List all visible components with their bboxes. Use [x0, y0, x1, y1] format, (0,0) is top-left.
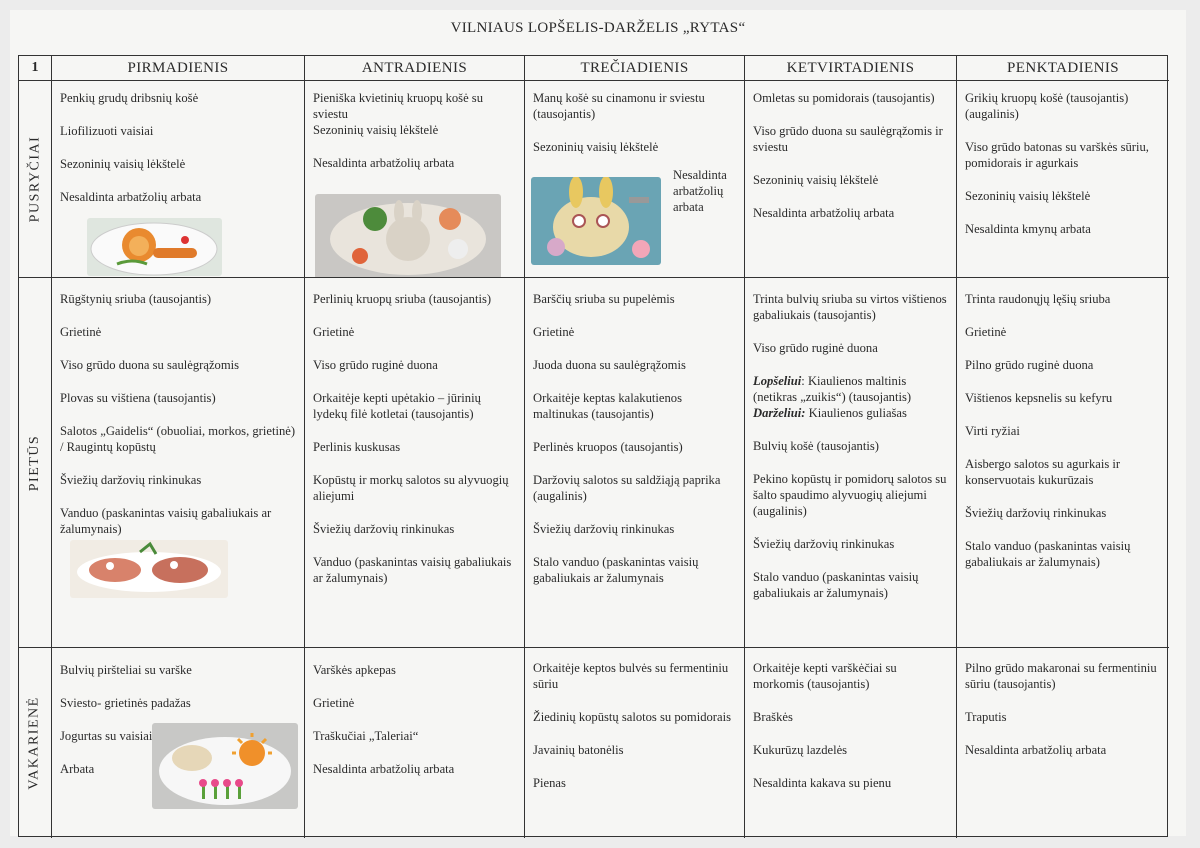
menu-item: Bulvių košė (tausojantis)	[753, 439, 879, 453]
dinner-thursday	[745, 648, 957, 838]
menu-item: Varškės apkepas	[313, 663, 396, 677]
menu-item: Perlinių kruopų sriuba (tausojantis)	[313, 292, 492, 306]
menu-item-kindergarten: Darželiui: Kiaulienos guliašas	[753, 406, 907, 420]
menu-item: Perlinis kuskusas	[313, 440, 401, 454]
bunny-plate-image	[315, 194, 501, 278]
menu-item: Bulvių piršteliai su varške	[60, 663, 192, 677]
menu-item: Sviesto- grietinės padažas	[60, 696, 191, 710]
lion-plate-image	[87, 218, 222, 276]
menu-item: Trinta bulvių sriuba su virtos vištienos gabaliukais (tausojantis)	[753, 292, 947, 322]
menu-item: Nesaldinta arbatžolių arbata	[313, 156, 455, 170]
menu-item: Vištienos kepsnelis su kefyru	[965, 391, 1113, 405]
menu-item: Vanduo (paskanintas vaisių gabaliukais ar žalumynais)	[313, 555, 512, 585]
menu-item: Sezoninių vaisių lėkštelė	[965, 189, 1091, 203]
menu-item: Sezoninių vaisių lėkštelė	[753, 173, 879, 187]
menu-item: Perlinės kruopos (tausojantis)	[533, 440, 683, 454]
menu-item: Pilno grūdo ruginė duona	[965, 358, 1094, 372]
nursery-label: Lopšeliui	[753, 374, 802, 388]
menu-item: Kukurūzų lazdelės	[753, 743, 848, 757]
menu-item: Javainių batonėlis	[533, 743, 624, 757]
menu-item: Stalo vanduo (paskanintas vaisių gabaliukais ar žalumynais)	[965, 539, 1131, 569]
sun-plate-image	[152, 723, 298, 809]
meal-label-dinner: VAKARIENĖ	[19, 648, 52, 838]
menu-item: Stalo vanduo (paskanintas vaisių gabaliukais ar žalumynais)	[753, 570, 919, 600]
menu-item: Šviežių daržovių rinkinukas	[753, 537, 895, 551]
menu-item: Grikių kruopų košė (tausojantis) (augalinis)	[965, 91, 1129, 121]
day-header-friday: PENKTADIENIS	[957, 56, 1169, 81]
menu-item: Pienas	[533, 776, 566, 790]
day-header-monday: PIRMADIENIS	[52, 56, 305, 81]
menu-item: Viso grūdo batonas su varškės sūriu, pomidorais ir agurkais	[965, 140, 1149, 170]
menu-item: Liofilizuoti vaisiai	[60, 124, 154, 138]
menu-item: Daržovių salotos su saldžiąją paprika (augalinis)	[533, 473, 721, 503]
menu-item: Grietinė	[533, 325, 575, 339]
menu-item: Šviežių daržovių rinkinukas	[60, 473, 202, 487]
menu-item: Trinta raudonųjų lęšių sriuba	[965, 292, 1111, 306]
menu-item: Šviežių daržovių rinkinukas	[965, 506, 1107, 520]
menu-item: Traputis	[965, 710, 1007, 724]
menu-item: Sezoninių vaisių lėkštelė	[313, 123, 439, 137]
menu-item: Nesaldinta kakava su pienu	[753, 776, 892, 790]
menu-item: Rūgštynių sriuba (tausojantis)	[60, 292, 212, 306]
menu-item: Orkaitėje kepti varškėčiai su morkomis (tausojantis)	[753, 661, 897, 691]
menu-item: Nesaldinta arbatžolių arbata	[313, 762, 455, 776]
menu-item: Stalo vanduo (paskanintas vaisių gabaliukais ar žalumynais	[533, 555, 699, 585]
menu-item: Juoda duona su saulėgrąžomis	[533, 358, 686, 372]
dinner-tuesday	[305, 648, 525, 838]
menu-item: Žiedinių kopūstų salotos su pomidorais	[533, 710, 731, 724]
menu-item: Vanduo (paskanintas vaisių gabaliukais ar žalumynais)	[60, 506, 272, 536]
menu-item: Sezoninių vaisių lėkštelė	[60, 157, 186, 171]
breakfast-wednesday	[525, 81, 745, 278]
menu-item: Grietinė	[313, 325, 355, 339]
menu-item: Nesaldinta arbatžolių arbata	[673, 168, 727, 214]
menu-item: Pilno grūdo makaronai su fermentiniu sūriu (tausojantis)	[965, 661, 1157, 691]
menu-item: Grietinė	[60, 325, 102, 339]
bunny-face-plate-image	[531, 177, 661, 265]
breakfast-thursday	[745, 81, 957, 278]
dinner-wednesday	[525, 648, 745, 838]
menu-item: Orkaitėje keptas kalakutienos maltinukas (tausojantis)	[533, 391, 682, 421]
meal-label-breakfast: PUSRYČIAI	[19, 81, 52, 278]
menu-item: Virti ryžiai	[965, 424, 1020, 438]
day-header-wednesday: TREČIADIENIS	[525, 56, 745, 81]
menu-item: Grietinė	[965, 325, 1007, 339]
lunch-friday	[957, 278, 1169, 648]
menu-item: Arbata	[60, 762, 95, 776]
menu-item: Nesaldinta arbatžolių arbata	[753, 206, 895, 220]
menu-page	[10, 10, 1186, 836]
menu-item: Šviežių daržovių rinkinukas	[533, 522, 675, 536]
day-header-thursday: KETVIRTADIENIS	[745, 56, 957, 81]
menu-item: Barščių sriuba su pupelėmis	[533, 292, 675, 306]
lunch-wednesday	[525, 278, 745, 648]
menu-item: Šviežių daržovių rinkinukas	[313, 522, 455, 536]
dinner-monday	[52, 648, 305, 838]
menu-item: Sezoninių vaisių lėkštelė	[533, 140, 659, 154]
food-platter-image	[70, 540, 228, 598]
menu-item: Nesaldinta kmynų arbata	[965, 222, 1091, 236]
menu-item: Penkių grudų dribsnių košė	[60, 91, 199, 105]
breakfast-friday	[957, 81, 1169, 278]
lunch-tuesday	[305, 278, 525, 648]
menu-item: Manų košė su cinamonu ir sviestu (tausojantis)	[533, 91, 705, 121]
menu-item: Viso grūdo ruginė duona	[313, 358, 438, 372]
menu-item: Jogurtas su vaisiai	[60, 729, 153, 743]
menu-item: Pieniška kvietinių kruopų košė su sviestu	[313, 91, 484, 121]
dinner-friday	[957, 648, 1169, 838]
menu-item-nursery: Lopšeliui: Kiaulienos maltinis (netikras „zuikis“) (tausojantis)	[753, 374, 912, 404]
menu-item: Orkaitėje keptos bulvės su fermentiniu sūriu	[533, 661, 729, 691]
breakfast-monday	[52, 81, 305, 278]
meal-label-lunch: PIETŪS	[19, 278, 52, 648]
menu-item: Nesaldinta arbatžolių arbata	[965, 743, 1107, 757]
menu-item: Salotos „Gaidelis“ (obuoliai, morkos, grietinė) / Raugintų kopūstų	[60, 424, 296, 454]
kindergarten-label: Darželiui:	[753, 406, 806, 420]
day-header-tuesday: ANTRADIENIS	[305, 56, 525, 81]
menu-item: Omletas su pomidorais (tausojantis)	[753, 91, 935, 105]
menu-item: Nesaldinta arbatžolių arbata	[60, 190, 202, 204]
page-title: VILNIAUS LOPŠELIS-DARŽELIS „RYTAS“	[450, 20, 746, 36]
menu-table	[18, 55, 1168, 837]
lunch-monday	[52, 278, 305, 648]
menu-item: Plovas su vištiena (tausojantis)	[60, 391, 216, 405]
menu-item: Viso grūdo duona su saulėgrąžomis ir sviestu	[753, 124, 943, 154]
breakfast-tuesday	[305, 81, 525, 278]
lunch-thursday	[745, 278, 957, 648]
menu-item: Pekino kopūstų ir pomidorų salotos su šalto spaudimo alyvuogių aliejumi (augalinis)	[753, 472, 947, 518]
menu-item: Grietinė	[313, 696, 355, 710]
menu-item: Viso grūdo duona su saulėgrąžomis	[60, 358, 240, 372]
menu-item: Aisbergo salotos su agurkais ir konservuotais kukurūzais	[965, 457, 1121, 487]
menu-item: Braškės	[753, 710, 793, 724]
menu-item: Viso grūdo ruginė duona	[753, 341, 878, 355]
menu-item: Kopūstų ir morkų salotos su alyvuogių aliejumi	[313, 473, 509, 503]
menu-item: Orkaitėje kepti upėtakio – jūrinių lydekų filė kotletai (tausojantis)	[313, 391, 481, 421]
week-number: 1	[19, 56, 52, 81]
menu-item: Traškučiai „Taleriai“	[313, 729, 419, 743]
